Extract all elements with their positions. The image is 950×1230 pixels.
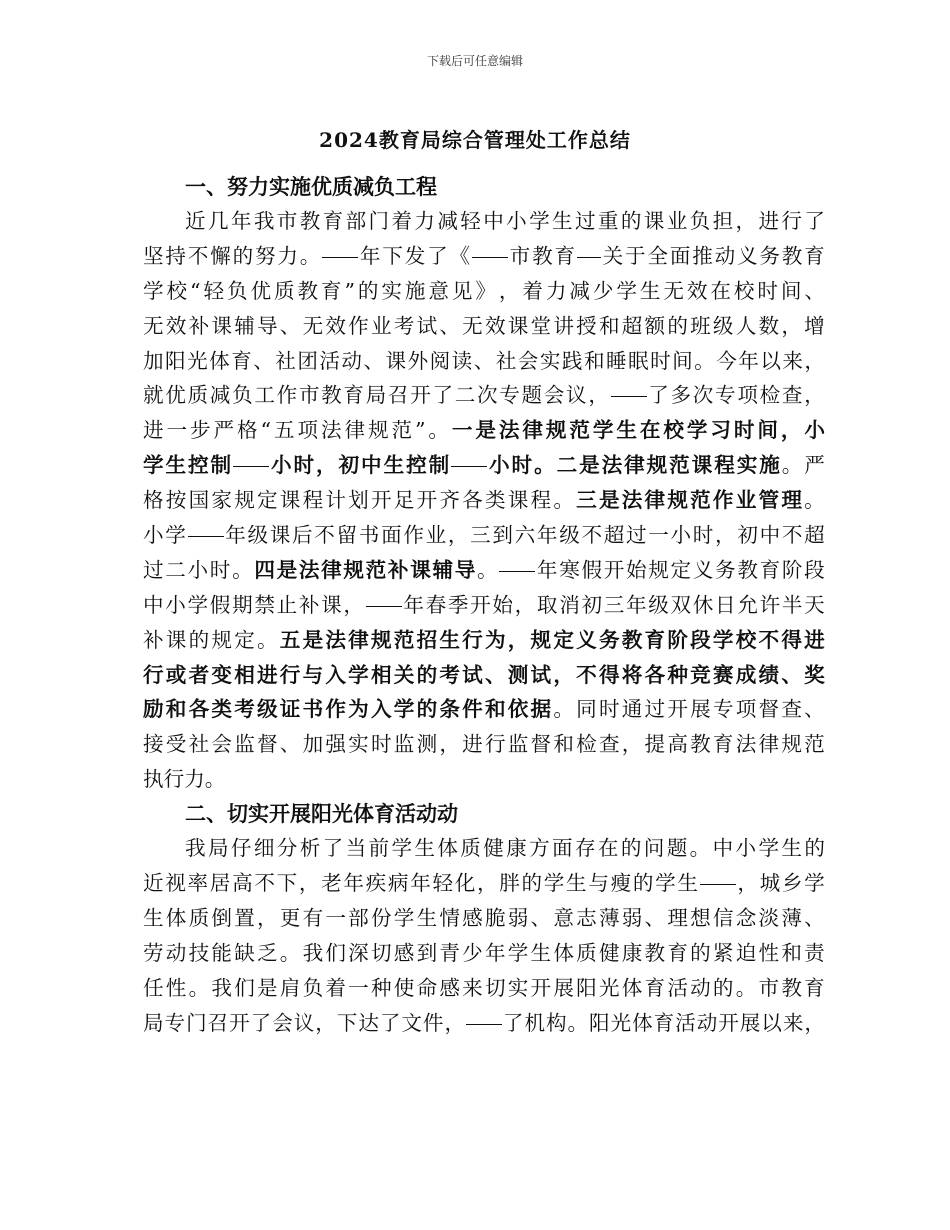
- fill-blank: [700, 866, 736, 885]
- section-2-body: [143, 831, 825, 1040]
- paragraph-line: 行 或 者 变 相 进 行 与 入 学 相 关 的 考 试 、 测 试 ， 不 得 将 各 种 竞 赛 成 绩 、 奖: [143, 662, 825, 687]
- document-body: [143, 170, 825, 1040]
- paragraph-line: 励 和 各 类 考 级 证 书 作 为 入 学 的 条 件 和 依 据 。 同 时 通 过 开 展 专 项 督 查 、: [143, 697, 825, 722]
- fill-blank: [611, 378, 647, 397]
- paragraph-line: 学 生 控 制 小 时 ， 初 中 生 控 制 小 时 。 二 是 法 律 规 范 课 程 实 施 。 严: [143, 448, 825, 483]
- paragraph-line: 格 按 国 家 规 定 课 程 计 划 开 足 开 齐 各 类 课 程 。 三 是 法 律 规 范 作 业 管 理 。: [143, 488, 825, 513]
- paragraph-line: 执 行 力 。: [143, 767, 226, 792]
- document-title: 2024教育局综合管理处工作总结: [319, 128, 631, 152]
- fill-blank: [466, 1006, 502, 1025]
- fill-blank: [499, 553, 535, 572]
- paragraph-line: 学 校 “ 轻 负 优 质 教 育 ” 的 实 施 意 见 》 ， 着 力 减 少 学 生 无 效 在 校 时 间 、: [143, 278, 825, 303]
- fill-blank: [322, 239, 358, 258]
- paragraph-line: 我 局 仔 细 分 析 了 当 前 学 生 体 质 健 康 方 面 存 在 的 问 题 。 中 小 学 生 的: [185, 836, 825, 861]
- fill-blank: [233, 448, 269, 467]
- paragraph-line: 加 阳 光 体 育 、 社 团 活 动 、 课 外 阅 读 、 社 会 实 践 和 睡 眠 时 间 。 今 年 以 来 ，: [143, 348, 825, 373]
- section-heading-1: 一、努力实施优质减负工程: [185, 174, 437, 199]
- paragraph-line: 接 受 社 会 监 督 、 加 强 实 时 监 测 ， 进 行 监 督 和 检 查 ， 提 高 教 育 法 律 规 范: [143, 732, 825, 757]
- paragraph-line: 进 一 步 严 格 “ 五 项 法 律 规 范 ” 。 一 是 法 律 规 范 学 生 在 校 学 习 时 间 ， 小: [143, 418, 825, 443]
- paragraph-line: 中 小 学 假 期 禁 止 补 课 ， 年 春 季 开 始 ， 取 消 初 三 年 级 双 休 日 允 许 半 天: [143, 588, 825, 623]
- fill-blank: [451, 448, 487, 467]
- fill-blank: [188, 518, 224, 537]
- section-1-body: [143, 204, 825, 797]
- paragraph-line: 无 效 补 课 辅 导 、 无 效 作 业 考 试 、 无 效 课 堂 讲 授 和 超 额 的 班 级 人 数 ， 增: [143, 313, 825, 338]
- paragraph-line: 补 课 的 规 定 。 五 是 法 律 规 范 招 生 行 为 ， 规 定 义 务 教 育 阶 段 学 校 不 得 进: [143, 627, 825, 652]
- paragraph-line: 近 视 率 居 高 不 下 ， 老 年 疾 病 年 轻 化 ， 胖 的 学 生 与 瘦 的 学 生 ， 城 乡 学: [143, 866, 825, 901]
- section-heading-2: 二、切实开展阳光体育活动动: [185, 801, 458, 827]
- paragraph-line: 劳 动 技 能 缺 乏 。 我 们 深 切 感 到 青 少 年 学 生 体 质 健 康 教 育 的 紧 迫 性 和 责: [143, 940, 825, 965]
- paragraph-line: 小 学 年 级 课 后 不 留 书 面 作 业 ， 三 到 六 年 级 不 超 过 一 小 时 ， 初 中 不 超: [143, 518, 825, 553]
- paragraph-line: 坚 持 不 懈 的 努 力 。 年 下 发 了 《 市 教 育 关 于 全 面 推 动 义 务 教 育: [143, 239, 825, 274]
- paragraph-line: 就 优 质 减 负 工 作 市 教 育 局 召 开 了 二 次 专 题 会 议 ， 了 多 次 专 项 检 查 ，: [143, 378, 825, 413]
- page-header: 下载后可任意编辑: [426, 54, 523, 68]
- fill-blank: [577, 239, 601, 258]
- paragraph-line: 近 几 年 我 市 教 育 部 门 着 力 减 轻 中 小 学 生 过 重 的 课 业 负 担 ， 进 行 了: [185, 209, 825, 233]
- paragraph-line: 任 性 。 我 们 是 肩 负 着 一 种 使 命 感 来 切 实 开 展 阳 光 体 育 活 动 的 。 市 教 育: [143, 975, 825, 1000]
- paragraph-line: 生 体 质 倒 置 ， 更 有 一 部 份 学 生 情 感 脆 弱 、 意 志 薄 弱 、 理 想 信 念 淡 薄 、: [143, 905, 825, 930]
- fill-blank: [366, 588, 402, 607]
- paragraph-line: 过 二 小 时 。 四 是 法 律 规 范 补 课 辅 导 。 年 寒 假 开 始 规 定 义 务 教 育 阶 段: [143, 553, 825, 588]
- fill-blank: [472, 239, 508, 258]
- paragraph-line: 局 专 门 召 开 了 会 议 ， 下 达 了 文 件 ， 了 机 构 。 阳 光 体 育 活 动 开 展 以 来 ，: [143, 1006, 825, 1041]
